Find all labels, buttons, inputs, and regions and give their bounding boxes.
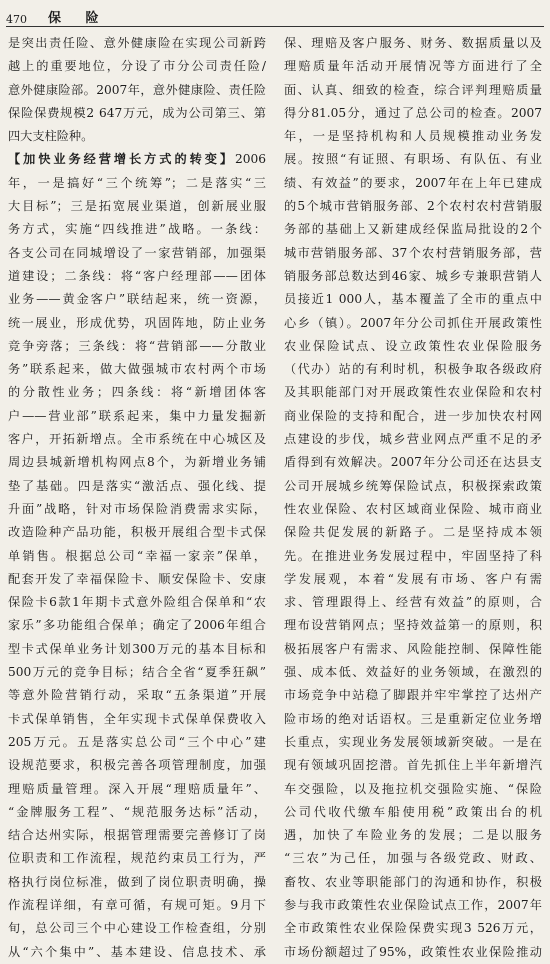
text-line: 的分散性业务；四条线：将“新增团体客	[8, 385, 266, 400]
text-line: 道建设；二条线：将“客户经理部——团体	[8, 268, 266, 283]
text-line: 保险保费规模2 647万元，成为公司第三、第	[8, 105, 266, 120]
text-line: 及其职能部门对开展政策性农业保险和农村	[284, 385, 542, 400]
running-header	[6, 4, 544, 26]
text-line: 【加快业务经营增长方式的转变】2006	[8, 152, 266, 167]
text-line: 现有领域巩固挖潜。首先抓住上半年新增汽	[284, 758, 542, 773]
text-line: 大目标”；三是拓宽展业渠道，创新展业服	[8, 199, 266, 214]
text-line: “金牌服务工程”、“规范服务达标”活动，	[8, 804, 266, 819]
text-line: 求、管理跟得上、经营有效益”的原则，合	[284, 595, 542, 610]
text-line: 得分81.05分，通过了总公司的检查。2007	[284, 105, 542, 120]
text-line: 长重点，实现业务发展领域新突破。一是在	[284, 734, 542, 749]
text-line: 等意外险营销行动，采取“五条渠道”开展	[8, 688, 266, 703]
text-line: 垫了基础。四是落实“激活点、强化线、提	[8, 478, 266, 493]
text-line: 的5个城市营销服务部、2个农村农村营销服	[284, 199, 542, 214]
text-line: 性农业保险、农村区域商业保险、城市商业	[284, 501, 542, 516]
text-line: 务方式，实施“四线推进”战略。一条线：	[8, 222, 266, 237]
text-line: 各支公司在同城增设了一家营销部，加强渠	[8, 245, 266, 260]
text-line: 先。在推进业务发展过程中，牢固坚持了科	[284, 548, 542, 563]
text-line: 盾得到有效解决。2007年分公司还在达县支	[284, 455, 542, 470]
text-line: 配套开发了幸福保险卡、顺安保险卡、安康	[8, 571, 266, 586]
text-line: 务部的基础上又新建成经保监局批设的2个	[284, 222, 542, 237]
text-line: 极拓展客户有需求、风险能控制、保障性能	[284, 641, 542, 656]
text-line: 竞争旁落；三条线：将“营销部——分散业	[8, 338, 266, 353]
text-line: 改造险种产品功能，积极开展组合型卡式保	[8, 525, 266, 540]
text-line: 车交强险，以及拖拉机交强险实施、“保险	[284, 781, 542, 796]
text-line: 500万元的竞争目标；结合全省“夏季狂飙”	[8, 665, 266, 680]
text-line: 理赔质量管理。深入开展“理赔质量年”、	[8, 781, 266, 796]
text-line: 农业保险试点、设立政策性农业保险服务	[284, 338, 542, 353]
text-line: 年，一是坚持机构和人员规模推动业务发	[284, 129, 542, 144]
text-line: 险市场的绝对话语权。三是重新定位业务增	[284, 711, 542, 726]
text-line: 市场份额超过了95%，政策性农业保险推动	[284, 944, 542, 959]
header-rule	[6, 26, 544, 27]
text-line: 市场竞争中站稳了脚跟并牢牢掌控了达州产	[284, 688, 542, 703]
text-line: 理布设营销网点；坚持效益第一的原则，积	[284, 618, 542, 633]
text-line: 学发展观，本着“发展有市场、客户有需	[284, 571, 542, 586]
text-line: 位职责和工作流程，规范约束员工行为，严	[8, 851, 266, 866]
text-line: 旬，总公司三个中心建设工作检查组，分别	[8, 921, 266, 936]
text-line: 公司代收代缴车船使用税”政策出台的机	[284, 804, 542, 819]
text-line: 业务——黄金客户”联结起来，统一资源，	[8, 292, 266, 307]
text-line: 单销售。根据总公司“幸福一家亲”保单，	[8, 548, 266, 563]
text-line: 城市营销服务部、37个农村营销服务部，营	[284, 245, 542, 260]
text-line: 保险共促发展的新路子。二是坚持成本领	[284, 525, 542, 540]
text-line: 绩、有效益”的要求，2007年在上年已建成	[284, 175, 542, 190]
text-line: 格执行岗位标准，做到了岗位职责明确，操	[8, 874, 266, 889]
text-line: 强、成本低、效益好的业务领域，在激烈的	[284, 665, 542, 680]
text-line: 销服务部总数达到46家、城乡专兼职营销人	[284, 268, 542, 283]
bold-heading: 【加快业务经营增长方式的转变】	[8, 152, 235, 167]
text-line: 公司开展城乡统筹保险试点，积极探索政策	[284, 478, 542, 493]
text-line: 理赔质量年活动开展情况等方面进行了全	[284, 59, 542, 74]
text-line: 遇，加快了车险业务的发展；二是以服务	[284, 828, 542, 843]
text-line: 户——营业部”联系起来，集中力量发掘新	[8, 408, 266, 423]
text-line: 年，一是搞好“三个统筹”；二是落实“三	[8, 175, 266, 190]
text-line: 点建设的步伐，城乡营业网点严重不足的矛	[284, 432, 542, 447]
text-line: 商业保险的支持和配合，进一步加快农村网	[284, 408, 542, 423]
text-line: 员接近1 000人，基本覆盖了全市的重点中	[284, 292, 542, 307]
text-line: 全市政策性农业保险保费实现3 526万元，	[284, 921, 542, 936]
text-line: 家乐”多功能组合保单；确定了2006年组合	[8, 618, 266, 633]
page-number: 470	[6, 13, 27, 26]
text-line: “三农”为己任，加强与各级党政、财政、	[284, 851, 542, 866]
section-title: 保 险	[48, 11, 109, 26]
text-line: （代办）站的有利时机，积极争取各级政府	[284, 362, 542, 377]
text-line: 畜牧、农业等职能部门的沟通和协作，积极	[284, 874, 542, 889]
text-line: 心乡（镇）。2007年分公司抓住开展政策性	[284, 315, 542, 330]
text-line: 参与我市政策性农业保险试点工作，2007年	[284, 897, 542, 912]
text-line: 保险卡6款1年期卡式意外险组合保单和“农	[8, 595, 266, 610]
text-line: 意外健康险部。2007年，意外健康险、责任险	[8, 82, 266, 97]
text-line: 从“六个集中”、基本建设、信息技术、承	[8, 944, 266, 959]
left-text-column	[8, 32, 266, 959]
text-line: 展。按照“有证照、有职场、有队伍、有业	[284, 152, 542, 167]
text-line: 是突出责任险、意外健康险在实现公司新跨	[8, 36, 266, 50]
text-line: 设规范要求，积极完善各项管理制度，加强	[8, 758, 266, 773]
text-line: 越上的重要地位，分设了市分公司责任险/	[8, 59, 266, 74]
text-line: 统一展业，形成优势，巩固阵地，防止业务	[8, 315, 266, 330]
text-line: 务”联系起来，做大做强城市农村两个市场	[8, 362, 266, 377]
text-line: 四大支柱险种。	[8, 129, 94, 144]
text-line: 205万元。五是落实总公司“三个中心”建	[8, 734, 266, 749]
right-text-column	[284, 32, 542, 959]
text-line: 结合达州实际，根据管理需要完善修订了岗	[8, 828, 266, 843]
text-line: 卡式保单销售，全年实现卡式保单保费收入	[8, 711, 266, 726]
text-line: 升面”战略，针对市场保险消费需求实际，	[8, 501, 266, 516]
text-line: 作流程详细，有章可循，有规可矩。9月下	[8, 897, 266, 912]
text-line: 型卡式保单业务计划300万元的基本目标和	[8, 641, 266, 656]
text-line: 面、认真、细致的检查，综合评判理赔质量	[284, 82, 542, 97]
text-line: 保、理赔及客户服务、财务、数据质量以及	[284, 36, 542, 50]
text-line: 客户，开拓新增点。全市系统在中心城区及	[8, 432, 266, 447]
text-line: 周边县城新增机构网点8个，为新增业务铺	[8, 455, 266, 470]
